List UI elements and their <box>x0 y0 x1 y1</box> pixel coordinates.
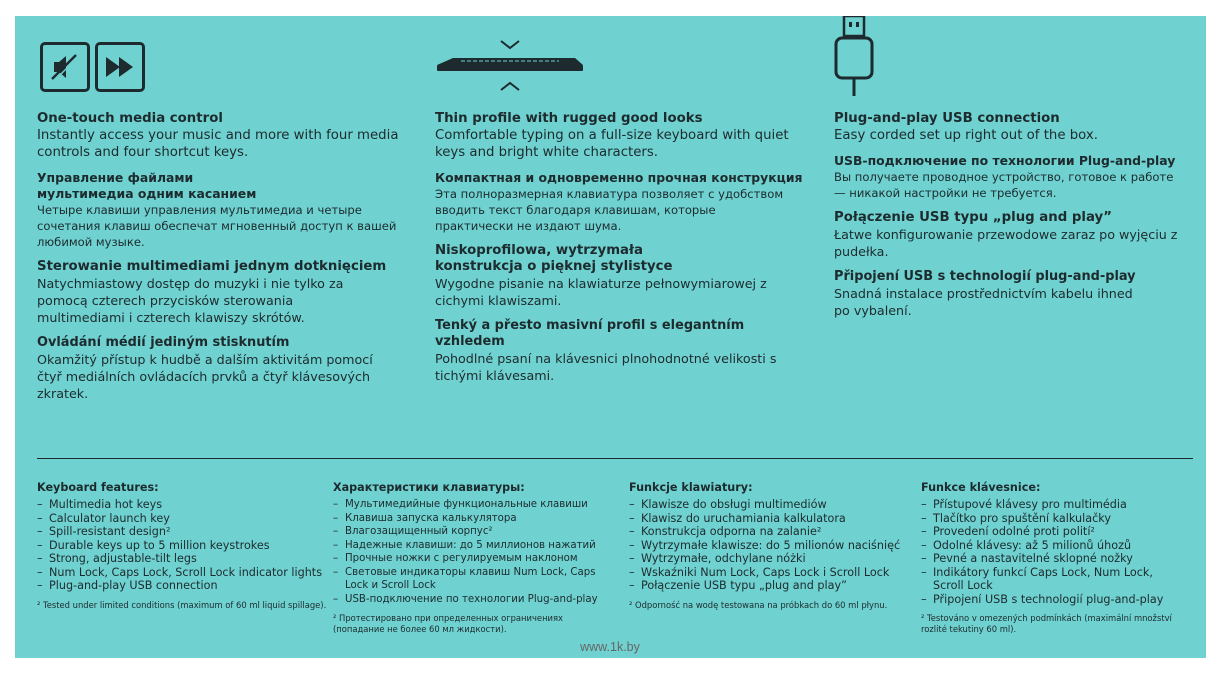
feature-item: – Влагозащищенный корпус² <box>333 525 613 539</box>
features-title: Funkce klávesnice: <box>921 481 1041 494</box>
block-title: Plug-and-play USB connection <box>834 111 1060 126</box>
block-title: Niskoprofilowa, wytrzymała konstrukcja o pięknej stylistyce <box>435 243 673 274</box>
feature-item: – Připojení USB s technologií plug-and-play <box>921 593 1196 607</box>
feature-item: – Indikátory funkcí Caps Lock, Num Lock, Scroll Lock <box>921 566 1163 593</box>
features-cz <box>921 481 1196 635</box>
feature-item: – Přístupové klávesy pro multimédia <box>921 498 1196 512</box>
feature-item: – Połączenie USB typu „plug and play” <box>629 579 914 593</box>
block-title: Компактная и одновременно прочная конструкция <box>435 170 803 185</box>
block-body: Wygodne pisanie na klawiaturze pełnowymiarowej z cichymi klawiszami. <box>435 276 767 308</box>
text-block <box>37 259 409 326</box>
text-block <box>435 318 807 384</box>
block-body: Четыре клавиши управления мультимедиа и четыре сочетания клавиш обеспечат мгновенный доступ к вашей любимой музыке. <box>37 203 397 249</box>
feature-item: – Прочные ножки с регулируемым наклоном <box>333 552 613 566</box>
block-title: USB-подключение по технологии Plug-and-play <box>834 153 1176 168</box>
block-body: Okamžitý přístup k hudbě a dalším aktivitám pomocí čtyř mediálních ovládacích prvků a čtyř klávesových zkratek. <box>37 352 373 401</box>
block-title: One-touch media control <box>37 111 223 126</box>
block-title: Управление файлами мультимедиа одним касанием <box>37 170 257 201</box>
text-block <box>834 210 1196 260</box>
block-title: Tenký a přesto masivní profil s elegantním vzhledem <box>435 318 745 349</box>
text-block <box>37 111 409 161</box>
text-block <box>834 153 1196 201</box>
block-body: Łatwe konfigurowanie przewodowe zaraz po wyjęciu z pudełka. <box>834 227 1178 259</box>
block-body: Эта полноразмерная клавиатура позволяет с удобством вводить текст благодаря клавишам, которые практически не издают шума. <box>435 187 784 233</box>
keyboard-profile-icon <box>435 34 585 104</box>
text-block <box>834 111 1196 144</box>
text-block <box>435 243 807 309</box>
feature-item: – Provedení odolné proti polití² <box>921 525 1196 539</box>
feature-item: – Klawisze do obsługi multimediów <box>629 498 914 512</box>
block-title: Připojení USB s technologií plug-and-play <box>834 269 1136 284</box>
feature-item: – Tlačítko pro spuštění kalkulačky <box>921 512 1196 526</box>
block-body: Вы получаете проводное устройство, готовое к работе — никакой настройки не требуется. <box>834 170 1174 200</box>
fast-forward-icon <box>95 42 145 92</box>
block-body: Pohodlné psaní na klávesnici plnohodnotné velikosti s tichými klávesami. <box>435 351 777 383</box>
features-title: Funkcje klawiatury: <box>629 481 753 494</box>
feature-item: – Odolné klávesy: až 5 milionů úhozů <box>921 539 1196 553</box>
feature-item: – Durable keys up to 5 million keystrokes <box>37 539 327 553</box>
feature-item: – Wytrzymałe, odchylane nóżki <box>629 552 914 566</box>
features-title: Характеристики клавиатуры: <box>333 481 525 494</box>
footnote: ² Odporność na wodę testowana na próbkach do 60 ml płynu. <box>629 599 888 610</box>
column-media <box>37 111 409 411</box>
features-title: Keyboard features: <box>37 481 159 494</box>
feature-item: – Мультимедийные функциональные клавиши <box>333 498 613 512</box>
block-title: Sterowanie multimediami jednym dotknięciem <box>37 259 387 274</box>
block-title: Ovládání médií jediným stisknutím <box>37 335 290 350</box>
block-body: Natychmiastowy dostęp do muzyki i nie tylko za pomocą czterech przycisków sterowania multimediami i czterech klawiszy skrótów. <box>37 276 344 325</box>
column-profile <box>435 111 807 393</box>
feature-item: – Wskaźniki Num Lock, Caps Lock i Scroll Lock <box>629 566 914 580</box>
features-pl <box>629 481 914 611</box>
feature-item: – Plug-and-play USB connection <box>37 579 327 593</box>
block-body: Snadná instalace prostřednictvím kabelu ihned po vybalení. <box>834 286 1133 318</box>
usb-plug-icon <box>832 16 882 96</box>
footnote: ² Протестировано при определенных ограничениях (попадание не более 60 мл жидкости). <box>333 613 563 634</box>
block-body: Comfortable typing on a full-size keyboard with quiet keys and bright white characters. <box>435 128 789 160</box>
block-title: Połączenie USB typu „plug and play” <box>834 210 1112 225</box>
feature-item: – Calculator launch key <box>37 512 327 526</box>
features-en <box>37 481 327 611</box>
footnote: ² Testováno v omezených podmínkách (maximální množství rozlité tekutiny 60 ml). <box>921 613 1172 634</box>
text-block <box>435 170 807 234</box>
text-block <box>435 111 807 161</box>
package-panel <box>15 16 1206 658</box>
feature-item: – Spill-resistant design² <box>37 525 327 539</box>
feature-item: – Num Lock, Caps Lock, Scroll Lock indicator lights <box>37 566 327 580</box>
block-body: Instantly access your music and more with four media controls and four shortcut keys. <box>37 128 399 160</box>
feature-item: – Pevné a nastavitelné sklopné nožky <box>921 552 1196 566</box>
block-title: Thin profile with rugged good looks <box>435 111 703 126</box>
column-usb <box>834 111 1196 328</box>
feature-item: – USB-подключение по технологии Plug-and-play <box>333 593 613 607</box>
feature-item: – Klawisz do uruchamiania kalkulatora <box>629 512 914 526</box>
text-block <box>37 170 409 250</box>
feature-item: – Wytrzymałe klawisze: do 5 milionów naciśnięć <box>629 539 914 553</box>
feature-item: – Strong, adjustable-tilt legs <box>37 552 327 566</box>
text-block <box>37 335 409 402</box>
block-body: Easy corded set up right out of the box. <box>834 128 1099 143</box>
feature-item: – Надежные клавиши: до 5 миллионов нажатий <box>333 539 613 553</box>
feature-item: – Клавиша запуска калькулятора <box>333 512 613 526</box>
feature-item: – Konstrukcja odporna na zalanie² <box>629 525 914 539</box>
features-ru <box>333 481 613 635</box>
section-divider <box>37 458 1193 459</box>
watermark-text: www.1k.by <box>580 640 640 654</box>
text-block <box>834 269 1196 319</box>
feature-item: – Multimedia hot keys <box>37 498 327 512</box>
footnote: ² Tested under limited conditions (maximum of 60 ml liquid spillage). <box>37 599 327 610</box>
mute-icon <box>40 42 90 92</box>
feature-item: – Световые индикаторы клавиш Num Lock, Caps Lock и Scroll Lock <box>333 566 613 593</box>
